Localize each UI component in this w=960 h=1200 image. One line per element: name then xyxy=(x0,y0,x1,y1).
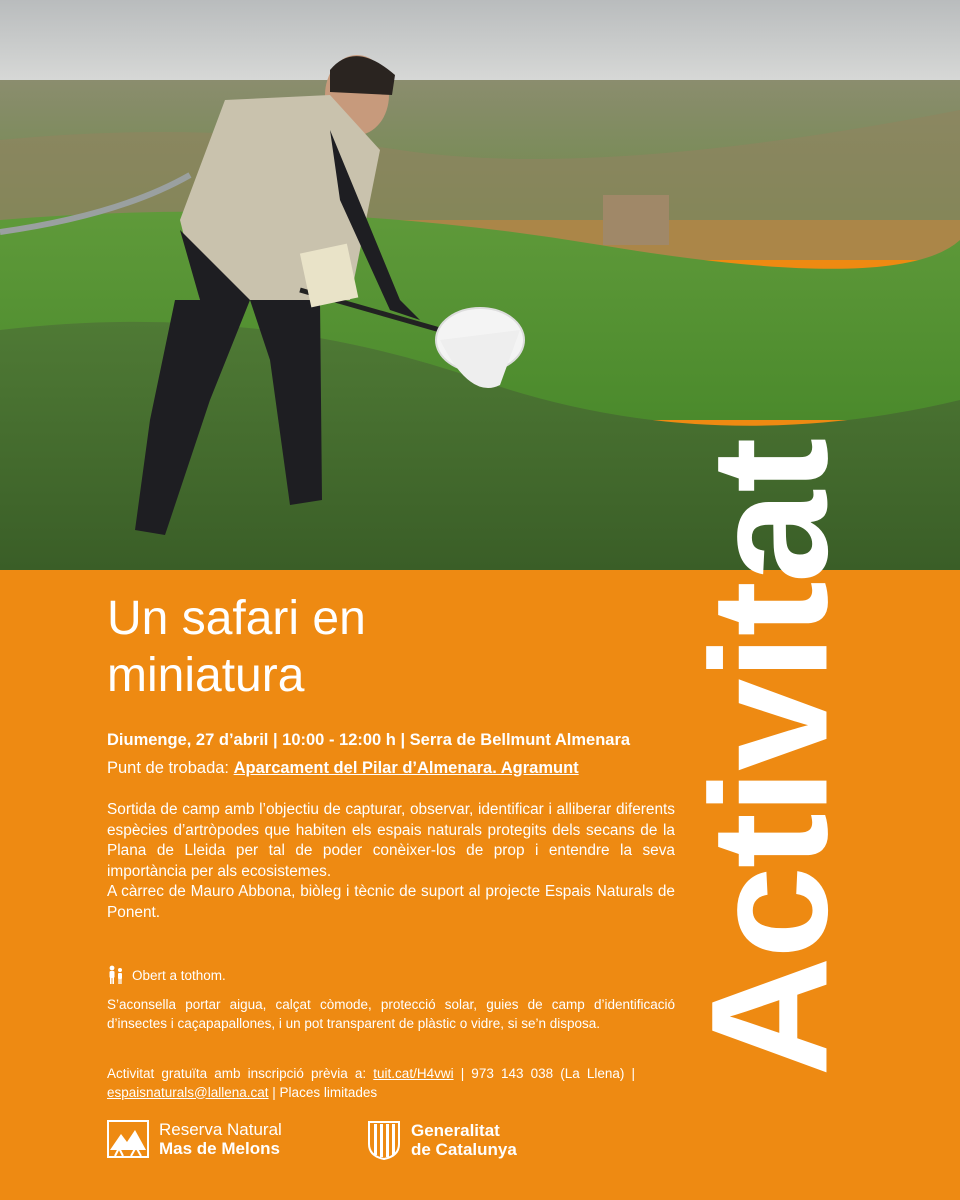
event-date-place: Diumenge, 27 d’abril | 10:00 - 12:00 h | Serra de Bellmunt Almenara xyxy=(107,731,631,749)
open-to-all xyxy=(107,965,226,985)
registration-info xyxy=(107,1065,635,1102)
registration-email-link[interactable]: espaisnaturals@lallena.cat xyxy=(107,1084,269,1100)
registration-suffix: | Places limitades xyxy=(268,1084,378,1100)
reserva-logo-text xyxy=(159,1120,282,1158)
event-description xyxy=(107,800,675,923)
description-paragraph-1: Sortida de camp amb l’objectiu de capturar, observar, identificar i alliberar diferents espècies d’artròpodes que habiten els espais naturals protegits dels secans de la Plana de Lleida per tal de poder conèixer-los de prop i entendre la seva importància per als ecosistemes. xyxy=(107,801,675,880)
generalitat-logo xyxy=(367,1120,517,1160)
registration-prefix: Activitat gratuïta amb inscripció prèvia a: xyxy=(107,1066,367,1081)
meeting-label: Punt de trobada: xyxy=(107,759,230,777)
description-paragraph-2: A càrrec de Mauro Abbona, biòleg i tècnic de suport al projecte Espais Naturals de Ponent. xyxy=(107,883,675,921)
title-line-1: Un safari en xyxy=(107,592,366,645)
meeting-point xyxy=(107,759,579,778)
open-text: Obert a tothom. xyxy=(132,967,226,983)
event-title xyxy=(107,590,667,704)
stone-hut xyxy=(603,195,669,245)
reserva-line-2: Mas de Melons xyxy=(159,1139,280,1158)
recommendations: S’aconsella portar aigua, calçat còmode, protecció solar, guies de camp d’identificació d’insectes i caçapapallones, i un pot transparent de plàstic o vidre, si se’n disposa. xyxy=(107,997,675,1031)
generalitat-line-1: Generalitat xyxy=(411,1121,500,1140)
generalitat-logo-text xyxy=(411,1121,517,1159)
senyera-logo-icon xyxy=(367,1120,401,1160)
reserva-line-1: Reserva Natural xyxy=(159,1120,282,1139)
activity-vertical-label xyxy=(677,408,863,1108)
registration-phone: | 973 143 038 (La Llena) | xyxy=(453,1066,635,1081)
meeting-place-link[interactable]: Aparcament del Pilar d’Almenara. Agramunt xyxy=(233,759,579,777)
vertical-word-text: Activitat xyxy=(677,439,863,1077)
registration-link[interactable]: tuit.cat/H4vwi xyxy=(373,1066,454,1081)
generalitat-line-2: de Catalunya xyxy=(411,1140,517,1159)
reserva-natural-logo xyxy=(107,1120,282,1158)
people-icon xyxy=(107,965,125,985)
mountain-logo-icon xyxy=(107,1120,149,1158)
title-line-2: miniatura xyxy=(107,649,305,702)
